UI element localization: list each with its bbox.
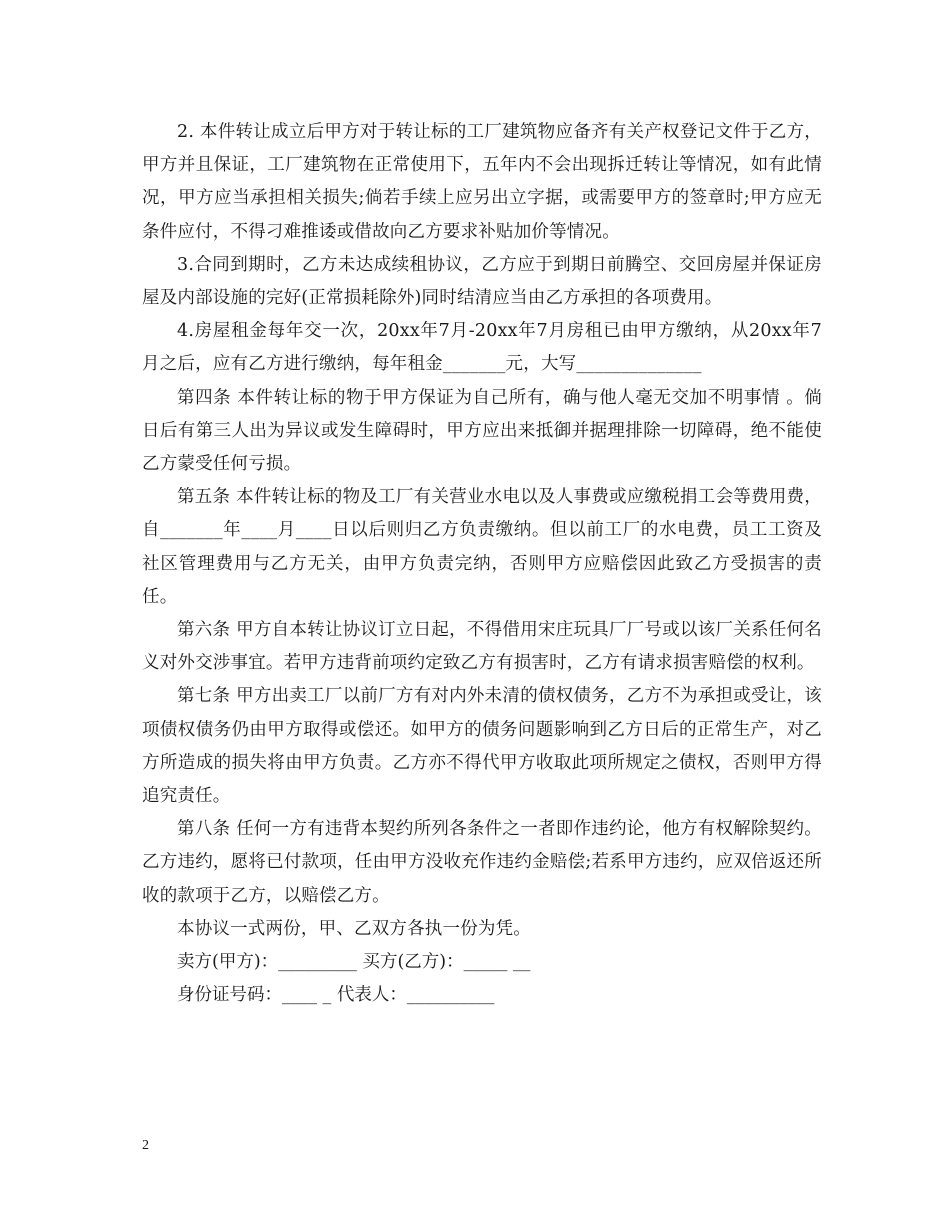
page-number: 2 <box>142 1138 149 1153</box>
article-eight-paragraph: 第八条 任何一方有违背本契约所列各条件之一者即作违约论，他方有权解除契约。乙方违约，愿将已付款项，任由甲方没收充作违约金赔偿;若系甲方违约，应双倍返还所收的款项于乙方，以赔偿乙方。 <box>142 819 822 906</box>
clause-3-paragraph: 3.合同到期时，乙方未达成续租协议，乙方应于到期日前腾空、交回房屋并保证房屋及内部设施的完好(正常损耗除外)同时结清应当由乙方承担的各项费用。 <box>142 254 822 309</box>
id-representative-signature-line: 身份证号码：____ _ 代表人：__________ <box>177 985 495 1006</box>
article-five-paragraph: 第五条 本件转让标的物及工厂有关营业水电以及人事费或应缴税捐工会等费用费，自_______年____月____日以后则归乙方负责缴纳。但以前工厂的水电费，员工工资及社区管理费用与乙方无关，由甲方负责完纳，否则甲方应赔偿因此致乙方受损害的责任。 <box>142 487 822 607</box>
clause-4-paragraph: 4.房屋租金每年交一次，20xx年7月-20xx年7月房租已由甲方缴纳，从20xx年7月之后，应有乙方进行缴纳，每年租金_______元，大写______________ <box>142 321 822 375</box>
document-page <box>142 116 822 1012</box>
article-four-paragraph: 第四条 本件转让标的物于甲方保证为自己所有，确与他人毫无交加不明事情 。倘日后有第三人出为异议或发生障碍时，甲方应出来抵御并据理排除一切障碍，绝不能使乙方蒙受任何亏损。 <box>142 387 822 475</box>
article-six-paragraph: 第六条 甲方自本转让协议订立日起，不得借用宋庄玩具厂厂号或以该厂关系任何名义对外交涉事宜。若甲方违背前项约定致乙方有损害时，乙方有请求损害赔偿的权利。 <box>142 620 822 674</box>
seller-buyer-signature-line: 卖方(甲方)：_________ 买方(乙方)：_____ __ <box>177 952 531 973</box>
copies-statement: 本协议一式两份，甲、乙双方各执一份为凭。 <box>177 918 531 939</box>
clause-2-paragraph: 2. 本件转让成立后甲方对于转让标的工厂建筑物应备齐有关产权登记文件于乙方，甲方并且保证，工厂建筑物在正常使用下，五年内不会出现拆迁转让等情况，如有此情况，甲方应当承担相关损失;倘若手续上应另出立字据，或需要甲方的签章时;甲方应无条件应付，不得刁难推诿或借故向乙方要求补贴加价等情况。 <box>142 122 822 242</box>
article-seven-paragraph: 第七条 甲方出卖工厂以前厂方有对内外未清的债权债务，乙方不为承担或受让，该项债权债务仍由甲方取得或偿还。如甲方的债务问题影响到乙方日后的正常生产，对乙方所造成的损失将由甲方负责。乙方亦不得代甲方收取此项所规定之债权，否则甲方得追究责任。 <box>142 686 822 807</box>
